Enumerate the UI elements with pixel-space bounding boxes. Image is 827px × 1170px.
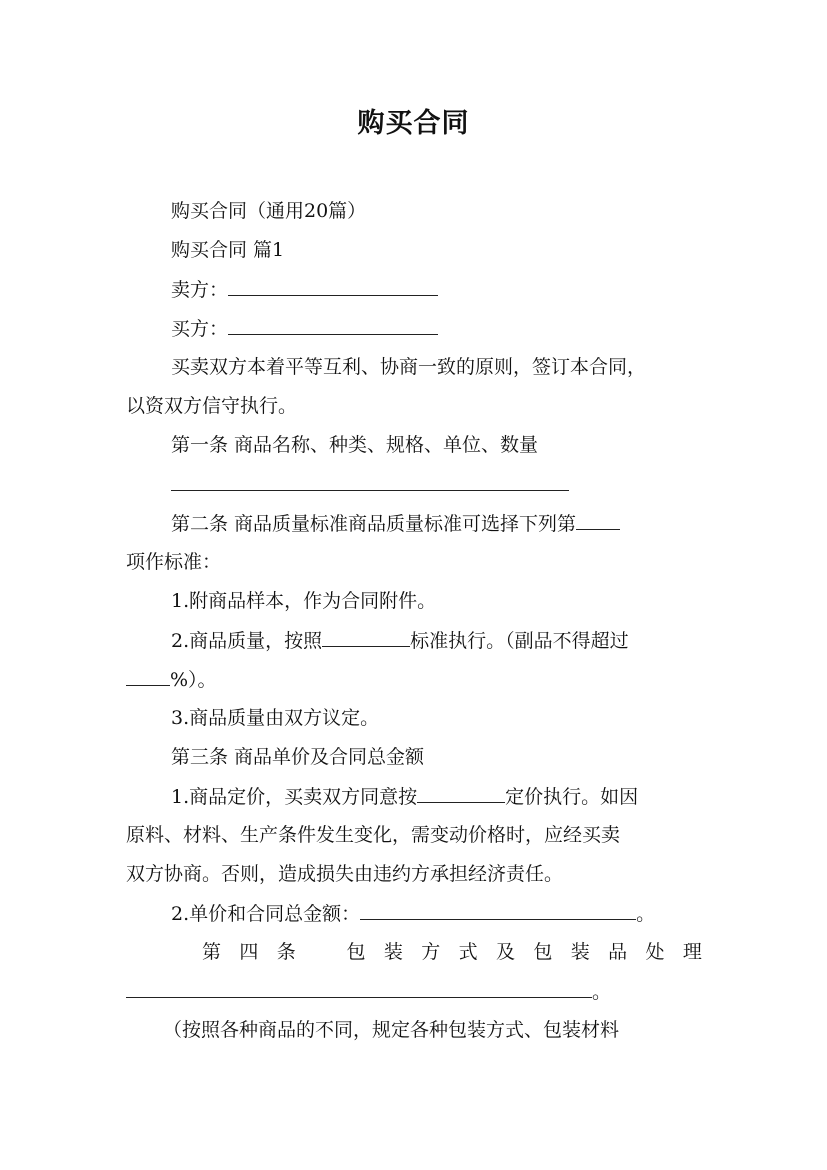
paragraph-line: 项作标准： [126,551,222,573]
goods-blank [171,472,569,491]
heading-char: 包 [533,941,553,963]
heading-char: 条 [276,941,296,963]
total-amount-blank [360,901,636,920]
article-heading [202,940,702,964]
heading-char: 式 [458,941,478,963]
text-segment: 。 [592,981,612,1003]
heading-char: 装 [383,941,403,963]
paragraph-line: 以资双方信守执行。 [126,395,298,417]
paragraph-line [171,784,638,809]
subtitle-line: 购买合同（通用20篇） [171,200,367,222]
heading-char: 理 [682,941,702,963]
seller-label: 卖方： [171,279,229,301]
price-blank [417,784,505,803]
text-segment: 2.单价和合同总金额： [171,903,361,925]
option-blank [576,511,620,530]
percent-blank [126,667,170,686]
section-heading: 购买合同 篇1 [171,239,285,261]
text-segment: 定价执行。如因 [505,786,639,808]
fill-blank-line [126,979,611,1004]
paragraph-line [171,628,629,653]
standard-blank [322,628,410,647]
paragraph-line: 1.附商品样本，作为合同附件。 [171,590,437,612]
buyer-label: 买方： [171,318,229,340]
text-segment: 1.商品定价，买卖双方同意按 [171,786,418,808]
paragraph-line: 双方协商。否则，造成损失由违约方承担经济责任。 [126,863,564,885]
buyer-line [171,316,438,341]
paragraph-line [171,901,655,926]
packaging-blank [126,979,592,998]
heading-char: 包 [346,941,366,963]
article-four-heading [202,940,702,964]
text-segment: 。 [636,903,656,925]
heading-char: 处 [645,941,665,963]
seller-line [171,277,438,302]
heading-char: 第 [202,941,222,963]
paragraph-line: 3.商品质量由双方议定。 [171,707,380,729]
article-heading: 第三条 商品单价及合同总金额 [171,746,425,768]
text-segment: 2.商品质量，按照 [171,630,323,652]
paragraph-line: （按照各种商品的不同，规定各种包装方式、包装材料 [163,1019,620,1041]
fill-blank-line [171,472,569,497]
paragraph-line [126,667,217,692]
article-text: 第二条 商品质量标准商品质量标准可选择下列第 [171,513,577,535]
paragraph-line: 买卖双方本着平等互利、协商一致的原则，签订本合同， [171,356,647,378]
paragraph-line: 原料、材料、生产条件发生变化，需变动价格时，应经买卖 [126,824,621,846]
heading-char: 装 [570,941,590,963]
article-heading [171,511,620,536]
text-segment: %）。 [170,669,217,691]
heading-char: 四 [239,941,259,963]
seller-blank [228,277,438,296]
document-title: 购买合同 [357,108,470,139]
buyer-blank [228,316,438,335]
heading-char: 及 [495,941,515,963]
text-segment: 标准执行。（副品不得超过 [410,630,629,652]
heading-char: 方 [421,941,441,963]
article-heading: 第一条 商品名称、种类、规格、单位、数量 [171,434,539,456]
heading-char: 品 [608,941,628,963]
